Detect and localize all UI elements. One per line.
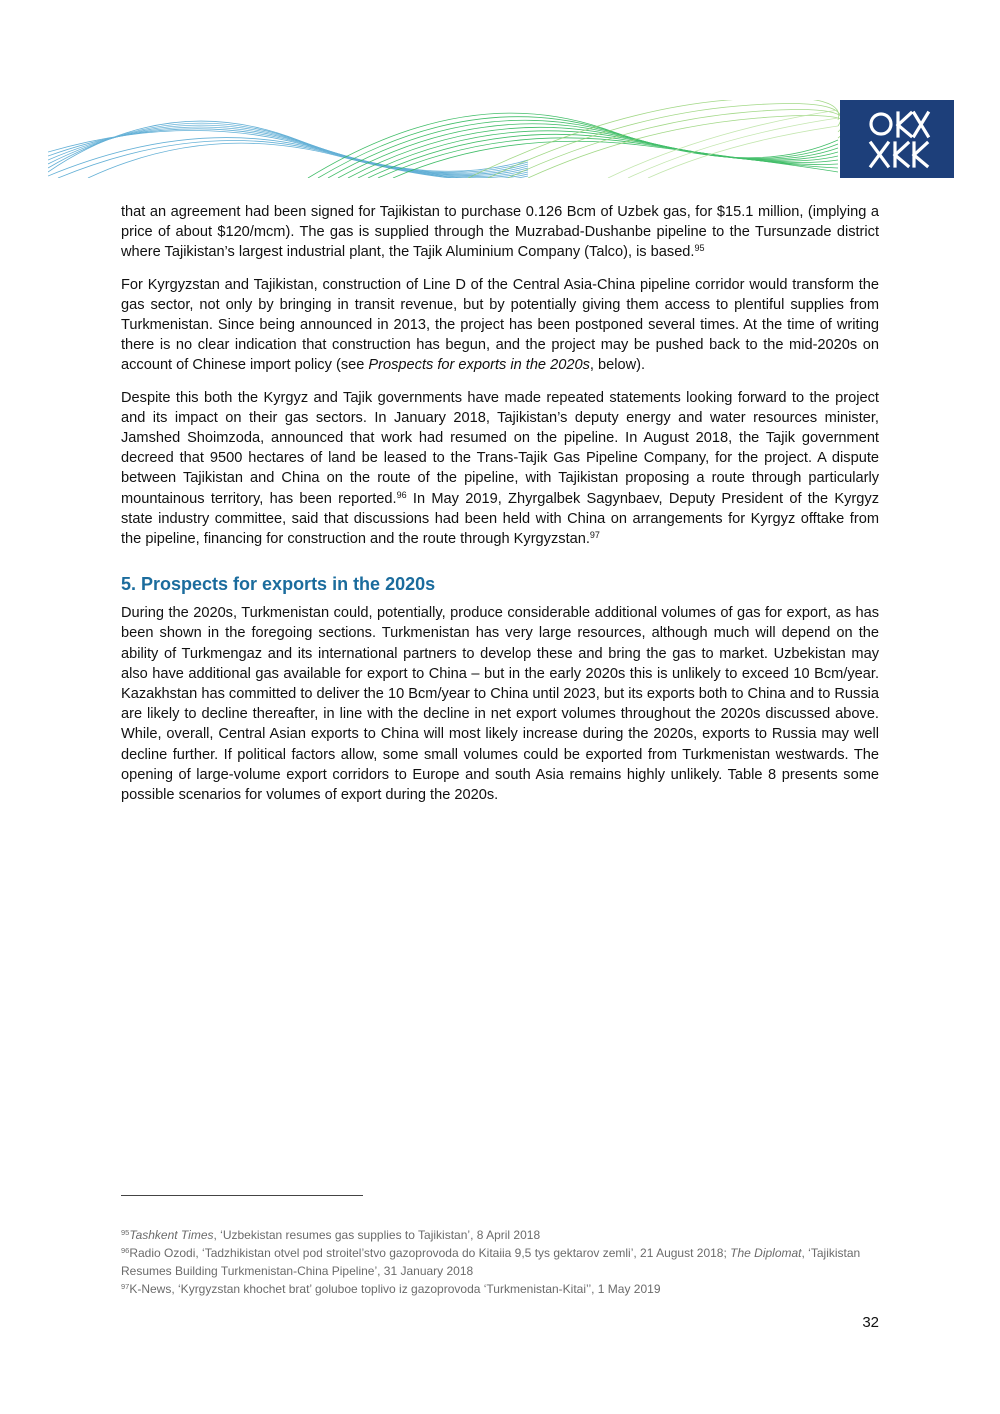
footnote-text: K-News, ‘Kyrgyzstan khochet brat’ goluboe toplivo iz gazoprovoda ‘Turkmenistan-Kitai’’, 1 May 2019: [129, 1282, 661, 1296]
footnote-italic: Tashkent Times: [129, 1228, 214, 1242]
footnote-text: , ‘Uzbekistan resumes gas supplies to Tajikistan’, 8 April 2018: [213, 1228, 541, 1242]
footnote-text: Radio Ozodi, ‘Tadzhikistan otvel pod stroitel’stvo gazoprovoda do Kitaiia 9,5 tys gektarov zemli’, 21 August 2018;: [129, 1246, 731, 1260]
page-number: 32: [862, 1314, 879, 1331]
footnote-number: 97: [121, 1282, 130, 1291]
paragraph-4: [121, 603, 879, 805]
paragraph-4-text: During the 2020s, Turkmenistan could, potentially, produce considerable additional volumes of gas for export, as has been shown in the foregoing sections. Turkmenistan has very large resources, although much will depend on the ability of Turkmengaz and its international partners to develop these and bring the gas to market. Uzbekistan may also have additional gas available for export to China – but in the early 2020s this is unlikely to exceed 10 Bcm/year. Kazakhstan has committed to deliver the 10 Bcm/year to China until 2023, but its exports both to China and to Russia are likely to decline thereafter, in line with the decline in net export volumes throughout the 2020s discussed above. While, overall, Central Asian exports to China will most likely increase during the 2020s, exports to Russia may well decline further. If political factors allow, some small volumes could be exported from Turkmenistan westwards. The opening of large-volume export corridors to Europe and south Asia remains highly unlikely. Table 8 presents some possible scenarios for volumes of export during the 2020s.: [121, 605, 879, 804]
paragraph-2-text-b: , below).: [589, 357, 646, 374]
footnote-separator: [121, 1195, 363, 1196]
paragraph-1: [121, 202, 879, 263]
section-heading: 5. Prospects for exports in the 2020s: [121, 574, 436, 595]
paragraph-2-italic: Prospects for exports in the 2020s: [368, 357, 590, 374]
footnotes: [121, 1226, 879, 1298]
footnote-number: 96: [121, 1246, 130, 1255]
footnote-ref-95[interactable]: 95: [694, 243, 705, 254]
footnote-ref-96[interactable]: 96: [396, 489, 407, 500]
footnote-number: 95: [121, 1228, 130, 1237]
paragraph-3-text-a: Despite this both the Kyrgyz and Tajik governments have made repeated statements looking forward to the project and its impact on their gas sectors. In January 2018, Tajikistan’s deputy energy and water resources minister, Jamshed Shoimzoda, announced that work had resumed on the pipeline. In August 2018, the Tajik government decreed that 9500 hectares of land be leased to the Trans-Tajik Gas Pipeline Company, for the project. A dispute between Tajikistan and China on the route of the pipeline, with Tajikistan proposing a route through particularly mountainous territory, has been reported.: [121, 389, 879, 507]
footnote-95: [121, 1226, 879, 1244]
page-content: [121, 202, 879, 817]
paragraph-3-text-b: In May 2019, Zhyrgalbek Sagynbaev, Deputy President of the Kyrgyz state industry committee, said that discussions had been held with China on arrangements for Kyrgyz offtake from the pipeline, financing for construction and the route through Kyrgyzstan.: [121, 490, 879, 548]
paragraph-1-text: that an agreement had been signed for Tajikistan to purchase 0.126 Bcm of Uzbek gas, for $15.1 million, (implying a price of about $120/mcm). The gas is supplied through the Muzrabad-Dushanbe pipeline to the Tursunzade district where Tajikistan’s largest industrial plant, the Tajik Aluminium Company (Talco), is based.: [121, 204, 879, 261]
paragraph-3: [121, 388, 879, 550]
paragraph-2: [121, 275, 879, 376]
paragraph-2-text-a: For Kyrgyzstan and Tajikistan, construction of Line D of the Central Asia-China pipeline corridor would transform the gas sector, not only by bringing in transit revenue, but by potentially giving them access to plentiful supplies from Turkmenistan. Since being announced in 2013, the project has been postponed several times. At the time of writing there is no clear indication that construction has begun, and the project may be pushed back to the mid-2020s on account of Chinese import policy (see: [121, 276, 879, 374]
footnote-text-b: , ‘Tajikistan Resumes Building Turkmenistan-China Pipeline’, 31 January 2018: [121, 1246, 861, 1278]
footnote-96: [121, 1244, 879, 1280]
logo: [840, 100, 954, 178]
footnote-97: [121, 1280, 879, 1298]
footnote-italic: The Diplomat: [730, 1246, 802, 1260]
footnote-ref-97[interactable]: 97: [589, 530, 600, 541]
header-wave-graphic: [48, 100, 848, 178]
header-banner: [48, 100, 954, 178]
